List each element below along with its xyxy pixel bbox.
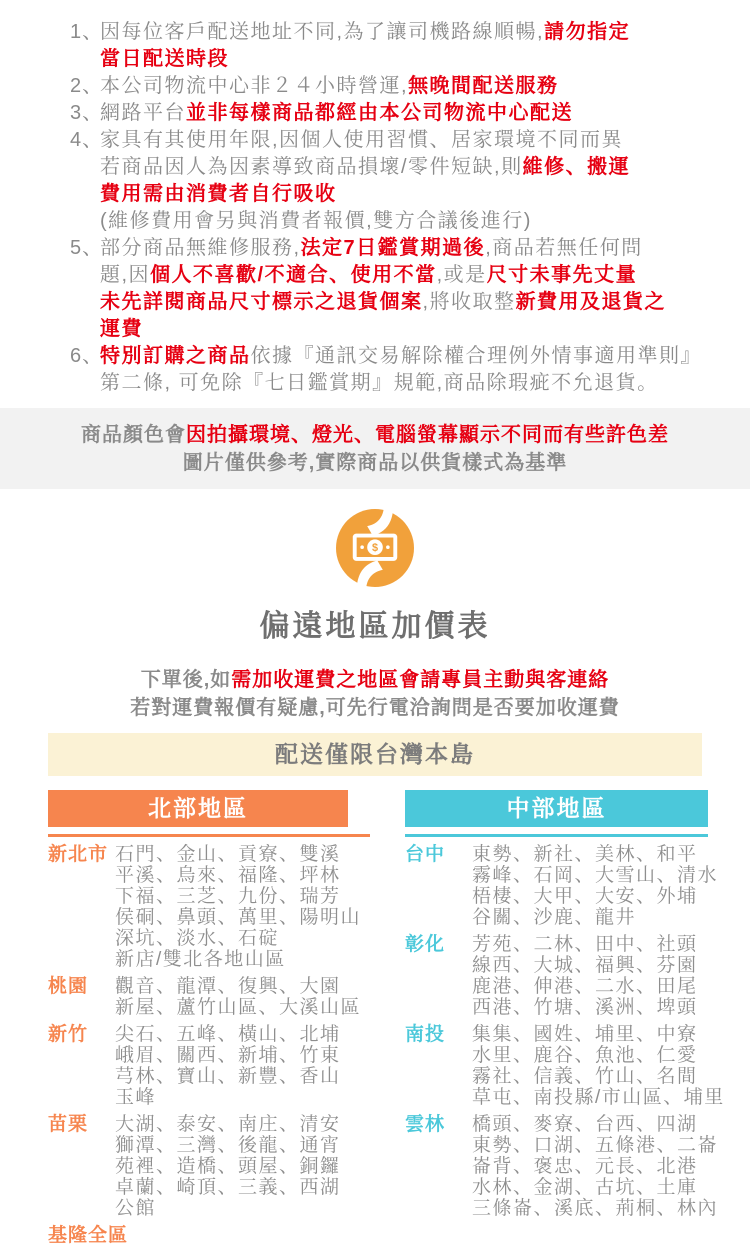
region-row bbox=[405, 1114, 719, 1219]
city-line: 大湖、泰安、南庄、清安 bbox=[115, 1114, 341, 1135]
note-item bbox=[70, 19, 716, 73]
city-line: 苑裡、造橋、頭屋、銅鑼 bbox=[115, 1156, 341, 1177]
note-number: 6、 bbox=[70, 345, 104, 367]
plain-text: 下單後,如 bbox=[140, 669, 232, 691]
region-label: 南投 bbox=[405, 1024, 446, 1045]
text-line bbox=[100, 73, 716, 100]
plain-text: 家具有其使用年限,因個人使用習慣、居家環境不同而異 bbox=[100, 129, 624, 151]
text-line bbox=[0, 421, 750, 449]
text-line bbox=[100, 181, 716, 208]
city-line: 芳苑、二林、田中、社頭 bbox=[472, 934, 698, 955]
plain-text: 若對運費報價有疑慮,可先行電洽詢問是否要加收運費 bbox=[130, 697, 620, 719]
central-region-rows bbox=[405, 837, 725, 1219]
highlight-text: 新費用及退貨之 bbox=[515, 291, 667, 313]
highlight-text: 因拍攝環境、燈光、電腦螢幕顯示不同而有些許色差 bbox=[186, 424, 669, 446]
city-line: 東勢、口湖、五條港、二崙 bbox=[472, 1135, 719, 1156]
plain-text: ,商品若無任何問 bbox=[485, 237, 643, 259]
city-line: 玉峰 bbox=[115, 1087, 157, 1108]
city-line: 平溪、烏來、福隆、坪林 bbox=[115, 865, 341, 886]
region-label: 新北市 bbox=[48, 844, 109, 865]
text-line bbox=[100, 208, 716, 235]
text-line bbox=[100, 262, 716, 289]
region-row bbox=[48, 844, 370, 970]
city-line: 梧棲、大甲、大安、外埔 bbox=[472, 886, 698, 907]
region-tables bbox=[0, 776, 750, 1252]
region-city-list bbox=[115, 844, 370, 970]
north-region-header: 北部地區 bbox=[48, 790, 348, 827]
highlight-text: 個人不喜歡/不適合、使用不當 bbox=[150, 264, 437, 286]
city-line: 卓蘭、崎頂、三義、西湖 bbox=[115, 1177, 341, 1198]
plain-text: 部分商品無維修服務, bbox=[100, 237, 301, 259]
city-line: 橋頭、麥寮、台西、四湖 bbox=[472, 1114, 698, 1135]
city-line: 水林、金湖、古坑、土庫 bbox=[472, 1177, 698, 1198]
text-line bbox=[100, 154, 716, 181]
region-row bbox=[405, 934, 708, 1018]
plain-text: 若商品因人為因素導致商品損壞/零件短缺,則 bbox=[100, 156, 523, 178]
city-line: 水里、鹿谷、魚池、仁愛 bbox=[472, 1045, 698, 1066]
text-line bbox=[100, 289, 716, 316]
note-item bbox=[70, 100, 716, 127]
region-label: 苗栗 bbox=[48, 1114, 89, 1135]
text-line bbox=[100, 316, 716, 343]
city-line: 谷關、沙鹿、龍井 bbox=[472, 907, 637, 928]
city-line: 芎林、寶山、新豐、香山 bbox=[115, 1066, 341, 1087]
note-item bbox=[70, 343, 716, 397]
north-region-column bbox=[48, 790, 370, 1252]
region-city-list bbox=[472, 934, 708, 1018]
text-line bbox=[100, 100, 716, 127]
highlight-text: 特別訂購之商品 bbox=[100, 345, 251, 367]
city-line: 石門、金山、貢寮、雙溪 bbox=[115, 844, 341, 865]
note-item bbox=[70, 127, 716, 235]
city-line: 深坑、淡水、石碇 bbox=[115, 928, 280, 949]
note-number: 4、 bbox=[70, 129, 104, 151]
city-line: 尖石、五峰、橫山、北埔 bbox=[115, 1024, 341, 1045]
city-line: 新屋、蘆竹山區、大溪山區 bbox=[115, 997, 362, 1018]
region-city-list bbox=[115, 1114, 370, 1219]
city-line: 鹿港、伸港、二水、田尾 bbox=[472, 976, 698, 997]
text-line bbox=[100, 19, 716, 46]
note-number: 3、 bbox=[70, 102, 104, 124]
plain-text: 圖片僅供參考,實際商品以供貨樣式為基準 bbox=[182, 452, 568, 474]
svg-text:$: $ bbox=[371, 542, 379, 555]
highlight-text: 未先詳閱商品尺寸標示之退貨個案 bbox=[100, 291, 423, 313]
city-line: 崙背、褒忠、元長、北港 bbox=[472, 1156, 698, 1177]
note-body bbox=[100, 235, 716, 343]
region-row bbox=[405, 844, 719, 928]
north-region-rows bbox=[48, 837, 370, 1246]
region-row bbox=[48, 1114, 370, 1219]
region-row bbox=[48, 976, 370, 1018]
region-label: 基隆全區 bbox=[48, 1225, 129, 1246]
city-line: 觀音、龍潭、復興、大園 bbox=[115, 976, 341, 997]
city-line: 侯硐、鼻頭、萬里、陽明山 bbox=[115, 907, 362, 928]
money-hands-icon bbox=[336, 509, 414, 592]
shipping-notes bbox=[0, 0, 750, 397]
plain-text: 第二條, 可免除『七日鑑賞期』規範,商品除瑕疵不允退貨。 bbox=[100, 372, 659, 394]
region-city-list bbox=[472, 1114, 718, 1219]
highlight-text: 無晚間配送服務 bbox=[408, 75, 559, 97]
region-label: 桃園 bbox=[48, 976, 89, 997]
plain-text: 題,因 bbox=[100, 264, 151, 286]
city-line: 東勢、新社、美林、和平 bbox=[472, 844, 698, 865]
color-difference-notice bbox=[0, 408, 750, 489]
surcharge-contact-note bbox=[0, 666, 750, 722]
note-body bbox=[100, 73, 716, 100]
note-body bbox=[100, 100, 716, 127]
region-city-list bbox=[128, 1225, 370, 1246]
region-row bbox=[48, 1024, 370, 1108]
region-label: 雲林 bbox=[405, 1114, 446, 1135]
note-item bbox=[70, 235, 716, 343]
text-line bbox=[0, 449, 750, 477]
region-label: 新竹 bbox=[48, 1024, 89, 1045]
highlight-text: 運費 bbox=[100, 318, 143, 340]
text-line bbox=[0, 666, 750, 694]
highlight-text: 需加收運費之地區會請專員主動與客連絡 bbox=[231, 669, 610, 691]
text-line bbox=[100, 235, 716, 262]
region-city-list bbox=[472, 844, 718, 928]
plain-text: 因每位客戶配送地址不同,為了讓司機路線順暢, bbox=[100, 21, 545, 43]
highlight-text: 法定7日鑑賞期過後 bbox=[300, 237, 486, 259]
plain-text: (維修費用會另與消費者報價,雙方合議後進行) bbox=[100, 210, 532, 232]
plain-text: ,將收取整 bbox=[422, 291, 516, 313]
region-city-list bbox=[115, 976, 370, 1018]
taiwan-only-banner: 配送僅限台灣本島 bbox=[48, 733, 702, 776]
region-label: 台中 bbox=[405, 844, 446, 865]
note-item bbox=[70, 73, 716, 100]
region-city-list bbox=[115, 1024, 370, 1108]
plain-text: 商品顏色會 bbox=[81, 424, 186, 446]
surcharge-section bbox=[0, 509, 750, 722]
city-line: 線西、大城、福興、芬園 bbox=[472, 955, 698, 976]
region-row bbox=[48, 1225, 370, 1246]
city-line: 草屯、南投縣/市山區、埔里 bbox=[472, 1087, 725, 1108]
city-line: 霧峰、石岡、大雪山、清水 bbox=[472, 865, 719, 886]
note-body bbox=[100, 127, 716, 235]
note-number: 5、 bbox=[70, 237, 104, 259]
city-line: 西港、竹塘、溪洲、埤頭 bbox=[472, 997, 698, 1018]
highlight-text: 請勿指定 bbox=[544, 21, 631, 43]
region-city-list bbox=[472, 1024, 725, 1108]
highlight-text: 尺寸未事先丈量 bbox=[486, 264, 638, 286]
text-line bbox=[100, 343, 716, 370]
city-line: 公館 bbox=[115, 1198, 157, 1219]
text-line bbox=[100, 127, 716, 154]
text-line bbox=[100, 370, 716, 397]
surcharge-title: 偏遠地區加價表 bbox=[259, 610, 491, 643]
plain-text: ,或是 bbox=[436, 264, 487, 286]
highlight-text: 當日配送時段 bbox=[100, 48, 229, 70]
city-line: 峨眉、關西、新埔、竹東 bbox=[115, 1045, 341, 1066]
highlight-text: 費用需由消費者自行吸收 bbox=[100, 183, 337, 205]
text-line bbox=[0, 694, 750, 722]
city-line: 獅潭、三灣、後龍、通宵 bbox=[115, 1135, 341, 1156]
note-number: 1、 bbox=[70, 21, 104, 43]
central-region-header: 中部地區 bbox=[405, 790, 708, 827]
city-line: 新店/雙北各地山區 bbox=[115, 949, 286, 970]
note-body bbox=[100, 19, 716, 73]
central-region-column bbox=[405, 790, 725, 1252]
region-row bbox=[405, 1024, 725, 1108]
text-line bbox=[100, 46, 716, 73]
plain-text: 本公司物流中心非２４小時營運, bbox=[100, 75, 409, 97]
region-label: 彰化 bbox=[405, 934, 446, 955]
plain-text: 網路平台 bbox=[100, 102, 186, 124]
note-body bbox=[100, 343, 716, 397]
city-line: 霧社、信義、竹山、名間 bbox=[472, 1066, 698, 1087]
highlight-text: 並非每樣商品都經由本公司物流中心配送 bbox=[186, 102, 573, 124]
note-number: 2、 bbox=[70, 75, 104, 97]
city-line: 三條崙、溪底、荊桐、林內 bbox=[472, 1198, 719, 1219]
plain-text: 依據『通訊交易解除權合理例外情事適用準則』 bbox=[250, 345, 702, 367]
highlight-text: 維修、搬運 bbox=[522, 156, 631, 178]
city-line: 集集、國姓、埔里、中寮 bbox=[472, 1024, 698, 1045]
city-line: 下福、三芝、九份、瑞芳 bbox=[115, 886, 341, 907]
